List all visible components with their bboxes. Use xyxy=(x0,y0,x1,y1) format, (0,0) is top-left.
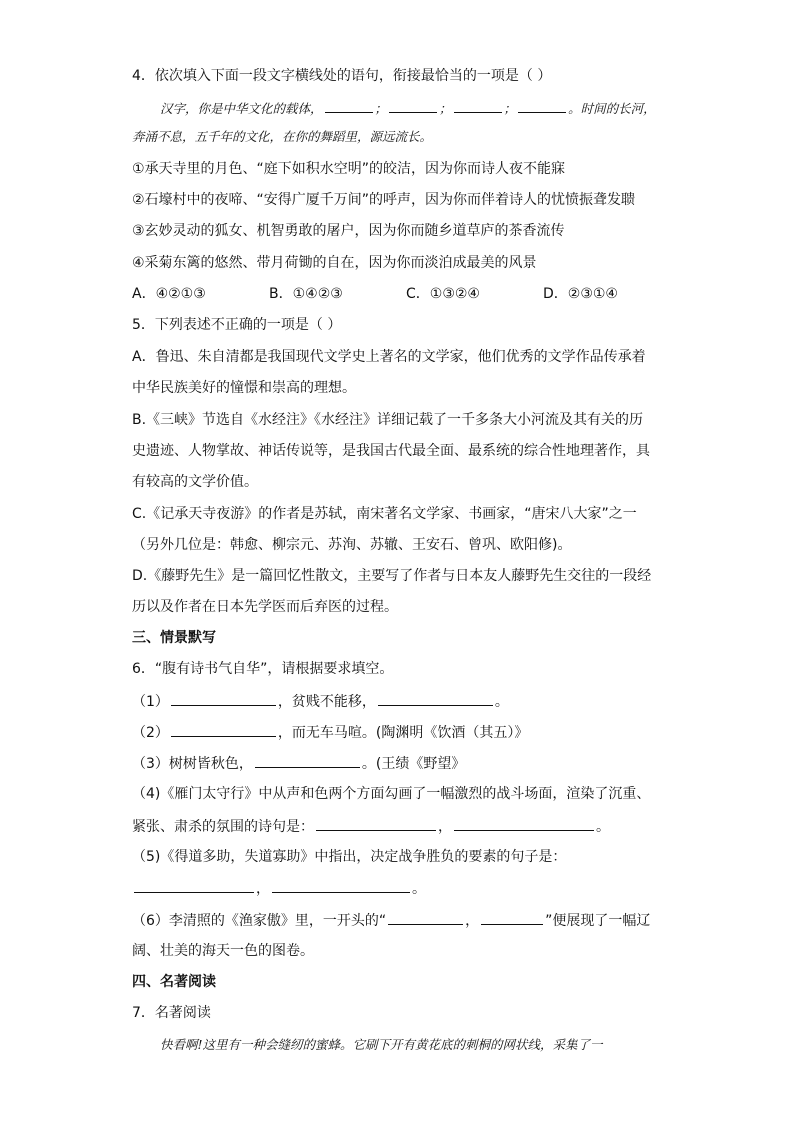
q6-part-4-end: 。 xyxy=(596,819,610,835)
q6-part-5-sep: ， xyxy=(256,881,270,897)
q6-blank-4a xyxy=(316,816,436,831)
q6-part-3-text: （3）树树皆秋色， xyxy=(132,756,253,772)
q5-line: 历以及作者在日本先学医而后弃医的过程。 xyxy=(132,599,398,615)
q6-blank-4b xyxy=(454,816,594,831)
q6-part-6-end: ”便展现了一幅辽 xyxy=(545,913,651,929)
q4-option-b: B．①④②③ xyxy=(269,286,343,302)
q6-part-6-text: （6）李清照的《渔家傲》里，一开头的“ xyxy=(132,913,387,929)
q4-blank-4 xyxy=(518,98,566,113)
q4-passage-line2: 奔涌不息，五千年的文化，在你的舞蹈里，源远流长。 xyxy=(132,129,433,144)
q6-blank-2 xyxy=(171,722,276,737)
q4-item-4: ④采菊东篱的悠然、带月荷锄的自在，因为你而淡泊成最美的风景 xyxy=(132,255,537,271)
q5-line: A．鲁迅、朱自清都是我国现代文学史上著名的文学家，他们优秀的文学作品传承着 xyxy=(132,349,646,365)
q4-option-d: D．②③①④ xyxy=(543,286,618,302)
q6-part-4-text: 紧张、肃杀的氛围的诗句是： xyxy=(132,819,314,835)
q6-blank-3 xyxy=(255,753,360,768)
q6-part-6-sep: ， xyxy=(465,913,480,929)
q6-part-4-sep: ， xyxy=(438,819,452,835)
q5-line: （另外几位是：韩愈、柳宗元、苏洵、苏辙、王安石、曾巩、欧阳修)。 xyxy=(132,537,572,553)
q6-part-4-line2 xyxy=(132,816,610,837)
q4-sep-2: ； xyxy=(439,101,452,116)
q6-part-2-text: ，而无车马喧。(陶渊明《饮酒（其五）》 xyxy=(277,725,529,741)
q6-part-5-end: 。 xyxy=(412,881,426,897)
q6-part-3-end: 。(王绩《野望》 xyxy=(361,756,466,772)
q6-part-1-text: ，贫贱不能移， xyxy=(277,694,376,710)
q6-part-6-line1 xyxy=(132,910,650,931)
q4-item-1: ①承天寺里的月色、“庭下如积水空明”的皎洁，因为你而诗人夜不能寐 xyxy=(132,161,566,177)
q6-part-4-line1: （4)《雁门太守行》中从声和色两个方面勾画了一幅激烈的战斗场面，渲染了沉重、 xyxy=(132,786,651,802)
q6-blank-1b xyxy=(378,691,493,706)
q5-line: 史遗迹、人物掌故、神话传说等，是我国古代最全面、最系统的综合性地理著作，具 xyxy=(132,443,650,459)
q5-line: C.《记承天寺夜游》的作者是苏轼，南宋著名文学家、书画家，“唐宋八大家”之一 xyxy=(132,506,637,522)
q6-part-1-num: （1） xyxy=(132,694,169,710)
q5-line: 有较高的文学价值。 xyxy=(132,474,258,490)
q4-passage-end: 。时间的长河， xyxy=(568,101,656,116)
q4-sep-3: ； xyxy=(503,101,517,116)
q6-part-5-line2 xyxy=(132,878,426,899)
q6-part-5-line1: （5)《得道多助，失道寡助》中指出，决定战争胜负的要素的句子是： xyxy=(132,849,567,865)
q5-stem: 5．下列表述不正确的一项是（ ） xyxy=(132,317,342,333)
q5-line: B.《三峡》节选自《水经注》《水经注》详细记载了一千多条大小河流及其有关的历 xyxy=(132,412,644,428)
q4-item-2: ②石壕村中的夜啼、“安得广厦千万间”的呼声，因为你而伴着诗人的忧愤振聋发聩 xyxy=(132,192,636,208)
q5-line: 中华民族美好的憧憬和崇高的理想。 xyxy=(132,380,356,396)
q4-option-c: C．①③②④ xyxy=(406,286,480,302)
q6-part-3 xyxy=(132,753,465,774)
q6-blank-6a xyxy=(388,910,463,925)
q4-blank-1 xyxy=(325,98,373,113)
section-4-heading: 四、名著阅读 xyxy=(132,974,216,990)
q4-stem: 4．依次填入下面一段文字横线处的语句，衔接最恰当的一项是（ ） xyxy=(132,68,552,84)
q5-line: D.《藤野先生》是一篇回忆性散文，主要写了作者与日本友人藤野先生交往的一段经 xyxy=(132,568,652,584)
q6-blank-1a xyxy=(171,691,276,706)
q4-blank-2 xyxy=(389,98,437,113)
q4-passage-line1 xyxy=(160,98,656,119)
q4-item-3: ③玄妙灵动的狐女、机智勇敢的屠户，因为你而随乡道草庐的茶香流传 xyxy=(132,223,565,239)
q4-sep-1: ； xyxy=(374,101,388,116)
q6-blank-6b xyxy=(481,910,543,925)
q4-option-a: A．④②①③ xyxy=(132,286,206,302)
q6-stem: 6．“腹有诗书气自华”，请根据要求填空。 xyxy=(132,661,394,677)
q6-blank-5b xyxy=(272,878,410,893)
q6-part-2 xyxy=(132,722,528,743)
q6-blank-5a xyxy=(134,878,254,893)
q4-options xyxy=(132,284,618,304)
q7-stem: 7．名著阅读 xyxy=(132,1005,211,1021)
q6-part-6-line2: 阔、壮美的海天一色的图卷。 xyxy=(132,943,314,959)
q6-part-1-end: 。 xyxy=(494,694,509,710)
q6-part-1 xyxy=(132,691,509,712)
q4-passage-start: 汉字，你是中华文化的载体， xyxy=(160,101,323,116)
q6-part-2-num: （2） xyxy=(132,725,169,741)
section-3-heading: 三、情景默写 xyxy=(132,630,216,646)
q7-passage: 快看啊!这里有一种会缝纫的蜜蜂。它刷下开有黄花底的刺桐的网状线，采集了一 xyxy=(160,1037,603,1052)
q4-blank-3 xyxy=(454,98,502,113)
